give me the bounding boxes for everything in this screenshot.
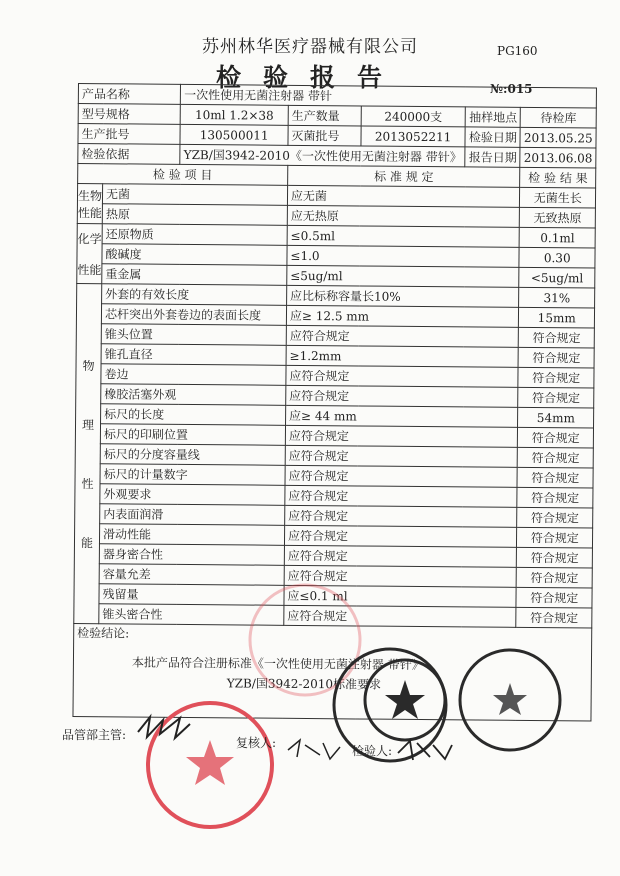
item-name: 内表面润滑 [100,504,285,526]
result: 符合规定 [517,547,593,568]
col-item: 检 验 项 目 [78,164,288,186]
steril-label: 灭菌批号 [288,125,361,146]
qty-label: 生产数量 [288,105,361,126]
model-label: 型号规格 [78,104,180,125]
standard: ≤0.5ml [287,225,520,247]
conclusion-label: 检验结论: [77,626,130,641]
standard: ≤5ug/ml [287,265,520,287]
signature-inspector [395,735,455,765]
result: 符合规定 [517,487,593,508]
result: <5ug/ml [519,267,595,288]
sample-label: 抽样地点 [466,107,521,127]
item-name: 锥头密合性 [99,604,284,626]
product-name: 一次性使用无菌注射器 带针 [181,84,597,108]
result: 31% [519,287,595,308]
model-value: 10ml 1.2×38 [180,104,288,125]
conclusion-line2: YZB/国3942-2010标准要求 [226,676,382,692]
item-name: 酸碱度 [102,244,287,266]
item-name: 标尺的分度容量线 [100,444,285,466]
signature-reviewer [285,735,345,765]
basis-label: 检验依据 [78,144,180,165]
result: 符合规定 [516,607,592,628]
standard: 应符合规定 [286,325,519,347]
item-name: 容量允差 [99,564,284,586]
product-name-label: 产品名称 [78,84,180,105]
result: 符合规定 [518,347,594,368]
test-date-label: 检验日期 [465,127,520,147]
item-name: 标尺的印刷位置 [100,424,285,446]
standard: 应比标称容量长10% [286,285,519,307]
result: 符合规定 [518,427,594,448]
standard: 应无热原 [287,205,520,227]
report-number: №:015 [490,82,533,96]
report-date-label: 报告日期 [465,147,520,167]
report-date-value: 2013.06.08 [520,147,596,168]
standard: 应符合规定 [284,565,517,587]
item-name: 外观要求 [100,484,285,506]
standard: 应符合规定 [284,605,517,627]
result: 符合规定 [517,567,593,588]
item-name: 标尺的计量数字 [100,464,285,486]
item-name: 锥头位置 [101,324,286,346]
result: 符合规定 [519,327,595,348]
form-code: PG160 [497,44,538,58]
standard: 应符合规定 [284,525,517,547]
group-phys: 物 理 性 能 [74,283,102,623]
conclusion-line1: 本批产品符合注册标准《一次性使用无菌注射器 带针》 [131,655,424,673]
group-bio: 生物 性能 [77,184,102,224]
col-result: 检 验 结 果 [520,167,596,188]
result: 15mm [519,307,595,328]
item-name: 外套的有效长度 [102,284,287,306]
standard: 应符合规定 [286,365,519,387]
standard: 应符合规定 [284,545,517,567]
item-name: 器身密合性 [99,544,284,566]
item-name: 标尺的长度 [101,404,286,426]
signature-qa [135,712,195,742]
basis-value: YZB/国3942-2010《一次性使用无菌注射器 带针》 [180,144,465,166]
result: 符合规定 [518,367,594,388]
item-name: 卷边 [101,364,286,386]
result: 无菌生长 [520,187,596,208]
standard: 应≥ 12.5 mm [286,305,519,327]
standard: 应无菌 [287,185,520,207]
standard: 应≥ 44 mm [285,405,518,427]
result: 无致热原 [520,207,596,228]
reviewer-label: 复核人: [236,736,277,750]
batch-label: 生产批号 [78,124,180,145]
item-name: 橡胶活塞外观 [101,384,286,406]
item-name: 热原 [102,204,287,226]
item-name: 锥孔直径 [101,344,286,366]
test-date-value: 2013.05.25 [520,127,596,148]
standard: 应符合规定 [285,465,518,487]
group-chem: 化学 性能 [77,223,103,283]
result: 符合规定 [517,507,593,528]
company-name: 苏州林华医疗器械有限公司 [202,37,418,57]
result: 0.1ml [519,227,595,248]
standard: ≤1.0 [287,245,520,267]
result: 0.30 [519,247,595,268]
report-title: 检验报告 [215,63,404,92]
item-name: 残留量 [99,584,284,606]
result: 符合规定 [517,467,593,488]
result: 符合规定 [517,527,593,548]
standard: 应符合规定 [285,425,518,447]
standard: 应符合规定 [285,505,518,527]
item-name: 无菌 [102,184,287,206]
inspector-label: 检验人: [352,744,393,758]
result: 符合规定 [518,387,594,408]
qty-value: 240000支 [361,106,466,127]
sample-value: 待检库 [521,107,597,128]
standard: 应≤0.1 ml [284,585,517,607]
steril-value: 2013052211 [361,126,466,147]
standard: ≥1.2mm [286,345,519,367]
standard: 应符合规定 [285,445,518,467]
result: 符合规定 [518,447,594,468]
qa-supervisor-label: 品管部主管: [62,728,127,742]
result: 54mm [518,407,594,428]
col-standard: 标 准 规 定 [288,165,521,187]
batch-value: 130500011 [180,124,288,145]
item-name: 重金属 [102,264,287,286]
standard: 应符合规定 [286,385,519,407]
result: 符合规定 [516,587,592,608]
standard: 应符合规定 [285,485,518,507]
item-name: 滑动性能 [99,524,284,546]
item-name: 芯杆突出外套卷边的表面长度 [101,304,286,326]
black-stamp-2 [455,645,565,755]
item-name: 还原物质 [102,224,287,246]
